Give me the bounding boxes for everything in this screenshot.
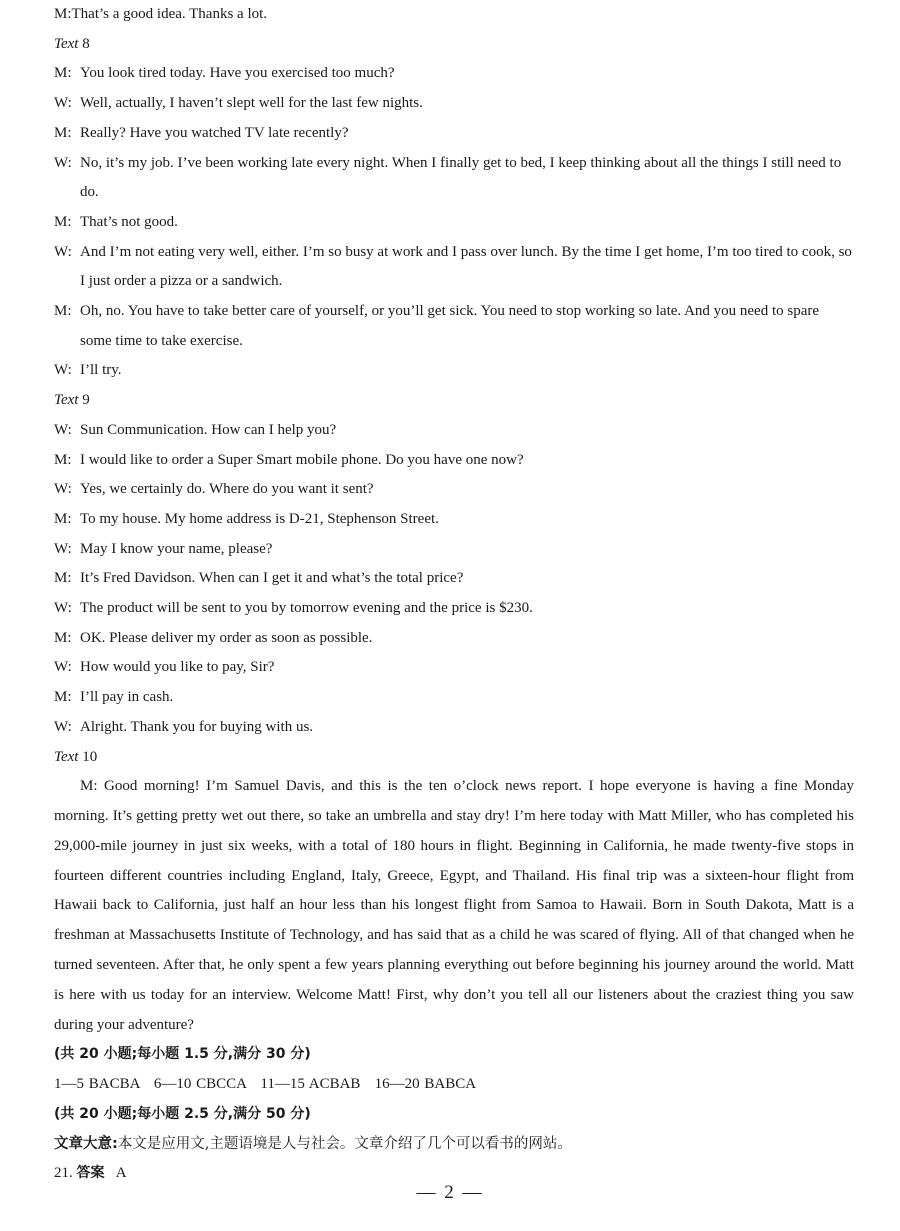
speaker-label: M: (54, 689, 72, 706)
speaker-label: M: (54, 303, 72, 320)
dialog-text: How would you like to pay, Sir? (80, 659, 275, 676)
dialog-line (54, 594, 854, 624)
dialog-line (54, 446, 854, 476)
dialog-line (54, 356, 854, 386)
speaker-label: M: (54, 510, 72, 527)
dialog-text: I’ll pay in cash. (80, 689, 174, 706)
dialog-line (54, 535, 854, 565)
heading-word: Text (54, 35, 79, 52)
dialog-line (54, 0, 854, 30)
speaker-label: W: (54, 154, 72, 171)
dialog-text: I would like to order a Super Smart mobile phone. Do you have one now? (80, 451, 524, 468)
dialog-line (54, 505, 854, 535)
dialog-text: May I know your name, please? (80, 540, 273, 557)
dialog-text: That’s not good. (80, 213, 178, 230)
section-1-heading: (共 20 小题;每小题 1.5 分,满分 30 分) (54, 1046, 311, 1063)
page-number: — 2 — (416, 1182, 484, 1203)
section-2-heading: (共 20 小题;每小题 2.5 分,满分 50 分) (54, 1105, 311, 1122)
heading-number: 9 (82, 392, 90, 409)
speaker-label: W: (54, 362, 72, 379)
question-number: 21. (54, 1165, 73, 1182)
dialog-line (54, 238, 854, 297)
text-9-dialog (54, 416, 854, 743)
speaker-label: W: (54, 540, 72, 557)
dialog-line (54, 416, 854, 446)
speaker-label: M: (54, 570, 72, 587)
dialog-line (54, 89, 854, 119)
speaker-label: W: (54, 659, 72, 676)
dialog-line (54, 653, 854, 683)
dialog-text: Well, actually, I haven’t slept well for the last few nights. (80, 95, 423, 112)
article-summary (54, 1130, 854, 1160)
dialog-text: OK. Please deliver my order as soon as possible. (80, 629, 373, 646)
speaker-label: M: (54, 124, 72, 141)
dialog-text: And I’m not eating very well, either. I’m so busy at work and I pass over lunch. By the time I get home, I’m too tired to cook, so I just order a pizza or a sandwich. (80, 243, 852, 290)
dialog-line (54, 624, 854, 654)
speaker-label: W: (54, 95, 72, 112)
heading-number: 10 (82, 748, 98, 765)
dialog-text: The product will be sent to you by tomorrow evening and the price is $230. (80, 600, 533, 617)
answer-key-line: 1—5 BACBA 6—10 CBCCA 11—15 ACBAB 16—20 BABCA (54, 1076, 477, 1093)
dialog-text: I’ll try. (80, 362, 122, 379)
document-page (54, 0, 854, 1189)
dialog-text: You look tired today. Have you exercised too much? (80, 65, 395, 82)
text-9-heading (54, 386, 854, 416)
answer-value: A (115, 1165, 127, 1182)
dialog-text: It’s Fred Davidson. When can I get it and what’s the total price? (80, 570, 464, 587)
speaker-label: M: (54, 213, 72, 230)
speaker-label: M: (54, 451, 72, 468)
speaker-label: W: (54, 421, 72, 438)
dialog-line (54, 475, 854, 505)
summary-label: 文章大意: (54, 1135, 118, 1152)
dialog-line (54, 713, 854, 743)
dialog-text: Oh, no. You have to take better care of yourself, or you’ll get sick. You need to stop working so late. And you need to spare some time to take exercise. (80, 303, 820, 349)
dialog-text: Really? Have you watched TV late recently? (80, 124, 349, 141)
text-8-dialog (54, 59, 854, 386)
summary-text: 本文是应用文,主题语境是人与社会。文章介绍了几个可以看书的网站。 (117, 1135, 572, 1152)
speaker-label: M: (54, 65, 72, 82)
text-10-heading (54, 743, 854, 773)
speaker-label: M: (54, 6, 72, 22)
dialog-text: To my house. My home address is D-21, Stephenson Street. (80, 510, 439, 527)
speaker-label: W: (54, 718, 72, 735)
heading-number: 8 (82, 35, 90, 52)
dialog-text: Sun Communication. How can I help you? (80, 421, 337, 438)
dialog-text: Alright. Thank you for buying with us. (80, 718, 314, 735)
heading-word: Text (54, 748, 79, 765)
speaker-label: W: (54, 600, 72, 617)
speaker-label: M: (54, 629, 72, 646)
speaker-label: W: (54, 243, 72, 260)
dialog-text: That’s a good idea. Thanks a lot. (71, 6, 268, 22)
dialog-text: Yes, we certainly do. Where do you want it sent? (80, 481, 374, 498)
dialog-text: No, it’s my job. I’ve been working late every night. When I finally get to bed, I keep thinking about all the things I still need to do. (80, 154, 842, 201)
dialog-line (54, 59, 854, 89)
speaker-label: W: (54, 481, 72, 498)
news-report-paragraph: M: Good morning! I’m Samuel Davis, and this is the ten o’clock news report. I hope everyone is having a fine Monday morning. It’s getting pretty wet out there, so take an umbrella and stay dry! I’m here today with Matt Miller, who has completed his 29,000-mile journey in just six weeks, with a total of 180 hours in flight. Beginning in California, he made twenty-five stops in fourteen different countries including England, Italy, Greece, Egypt, and Thailand. His final trip was a sixteen-hour flight from Hawaii back to California, just half an hour less than his longest flight from Samoa to Hawaii. Born in South Dakota, Matt is a freshman at Massachusetts Institute of Technology, and has said that as a child he was scared of flying. All of that changed when he turned seventeen. After that, he only spent a few years planning everything out before beginning his journey around the world. Matt is here with us today for an interview. Welcome Matt! First, why don’t you tell all our listeners about the craziest thing you saw during your adventure? (54, 778, 854, 1033)
answer-label: 答案 (76, 1165, 105, 1182)
dialog-line (54, 119, 854, 149)
text-8-heading (54, 30, 854, 60)
dialog-line (54, 564, 854, 594)
dialog-line (54, 208, 854, 238)
dialog-line (54, 297, 854, 356)
dialog-line (54, 683, 854, 713)
dialog-line (54, 149, 854, 208)
heading-word: Text (54, 392, 79, 409)
